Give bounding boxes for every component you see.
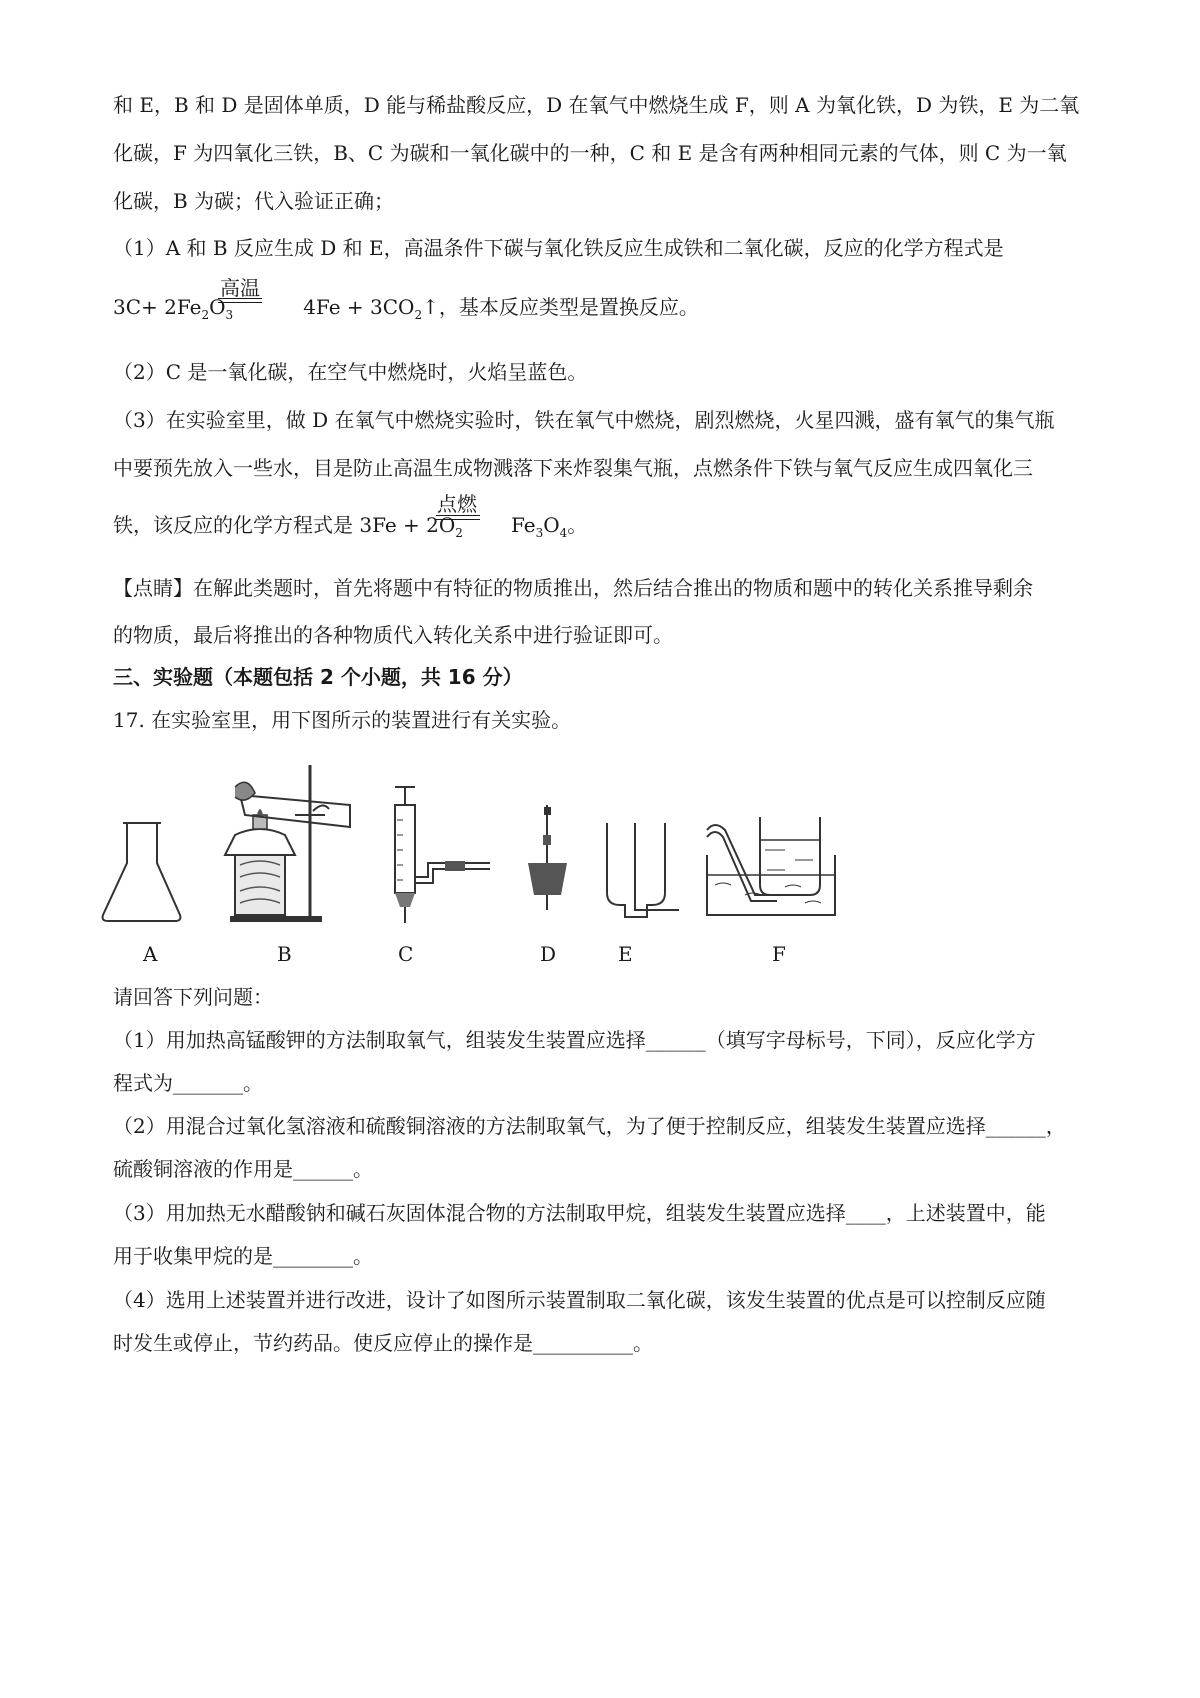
eq-tail: 。 [567,513,588,537]
eq-text: 4Fe + 3CO [303,295,415,319]
question-17-stem: 17. 在实验室里，用下图所示的装置进行有关实验。 [113,708,572,732]
equals-sign [436,515,480,520]
eq-sub: 3 [225,308,234,322]
figure-label-c: C [398,942,414,966]
subquestion-1: （1）用加热高锰酸钾的方法制取氧气，组装发生装置应选择______（填写字母标号，下同），反应化学方 [113,1028,1036,1052]
flask-a [103,823,181,921]
eq-text: O [209,295,226,319]
heating-apparatus-b [225,765,350,922]
equals-sign [218,298,262,303]
text-line: 化碳，B 为碳；代入验证正确； [113,189,395,213]
question-1-text: （1）A 和 B 反应生成 D 和 E，高温条件下碳与氧化铁反应生成铁和二氧化碳，反应的化学方程式是 [113,236,1004,260]
figure-label-f: F [772,942,786,966]
subquestion-4: （4）选用上述装置并进行改进，设计了如图所示装置制取二氧化碳，该发生装置的优点是可以控制反应随 [113,1288,1046,1312]
subquestion-4: 时发生或停止，节约药品。使反应停止的操作是__________。 [113,1331,653,1355]
figure-label-a: A [143,942,158,966]
text-line: 和 E，B 和 D 是固体单质，D 能与稀盐酸反应，D 在氧气中燃烧生成 F，则 A 为氧化铁，D 为铁，E 为二氧 [113,93,1080,117]
eq-text: O [543,513,560,537]
subquestion-3: （3）用加热无水醋酸钠和碱石灰固体混合物的方法制取甲烷，组装发生装置应选择____，上述装置中，能 [113,1201,1046,1225]
reaction-condition: 高温 [220,276,260,300]
arrow-up: ↑ [422,295,439,319]
equation-2 [113,510,1093,543]
tip-line: 【点睛】在解此类题时，首先将题中有特征的物质推出，然后结合推出的物质和题中的转化关系推导剩余 [113,576,1033,600]
section-heading: 三、实验题（本题包括 2 个小题，共 16 分） [113,665,523,689]
figure-label-d: D [540,942,557,966]
water-trough-f [707,817,835,915]
eq-sub: 4 [559,526,568,540]
eq-text: Fe [510,513,536,537]
syringe-apparatus-c [395,787,490,923]
text-line: 化碳，F 为四氧化三铁，B、C 为碳和一氧化碳中的一种，C 和 E 是含有两种相同元素的气体，则 C 为一氧 [113,141,1067,165]
subquestion-3: 用于收集甲烷的是________。 [113,1244,373,1268]
question-2-text: （2）C 是一氧化碳，在空气中燃烧时，火焰呈蓝色。 [113,360,588,384]
stopper-d [528,805,567,910]
eq-text: 铁，该反应的化学方程式是 3Fe + 2O [113,513,456,537]
figure-label-e: E [618,942,633,966]
gas-bottle-e [607,823,679,917]
eq-sub: 2 [414,308,423,322]
figure-label-b: B [277,942,292,966]
eq-sub: 3 [535,526,544,540]
reaction-condition: 点燃 [437,492,477,516]
subquestion-1: 程式为_______。 [113,1071,263,1095]
tip-line: 的物质，最后将推出的各种物质代入转化关系中进行验证即可。 [113,623,673,647]
eq-sub: 2 [455,526,463,540]
eq-tail: ，基本反应类型是置换反应。 [438,295,699,319]
text-line: （3）在实验室里，做 D 在氧气中燃烧实验时，铁在氧气中燃烧，剧烈燃烧，火星四溅，盛有氧气的集气瓶 [113,408,1055,432]
eq-text: 3C+ 2Fe [113,295,202,319]
question-prompt: 请回答下列问题： [113,985,273,1009]
subquestion-2: （2）用混合过氧化氢溶液和硫酸铜溶液的方法制取氧气，为了便于控制反应，组装发生装置应选择______， [113,1114,1066,1138]
eq-sub: 2 [201,308,210,322]
apparatus-figure [95,745,895,940]
text-line: 中要预先放入一些水，目是防止高温生成物溅落下来炸裂集气瓶，点燃条件下铁与氧气反应生成四氧化三 [113,456,1033,480]
subquestion-2: 硫酸铜溶液的作用是______。 [113,1157,373,1181]
